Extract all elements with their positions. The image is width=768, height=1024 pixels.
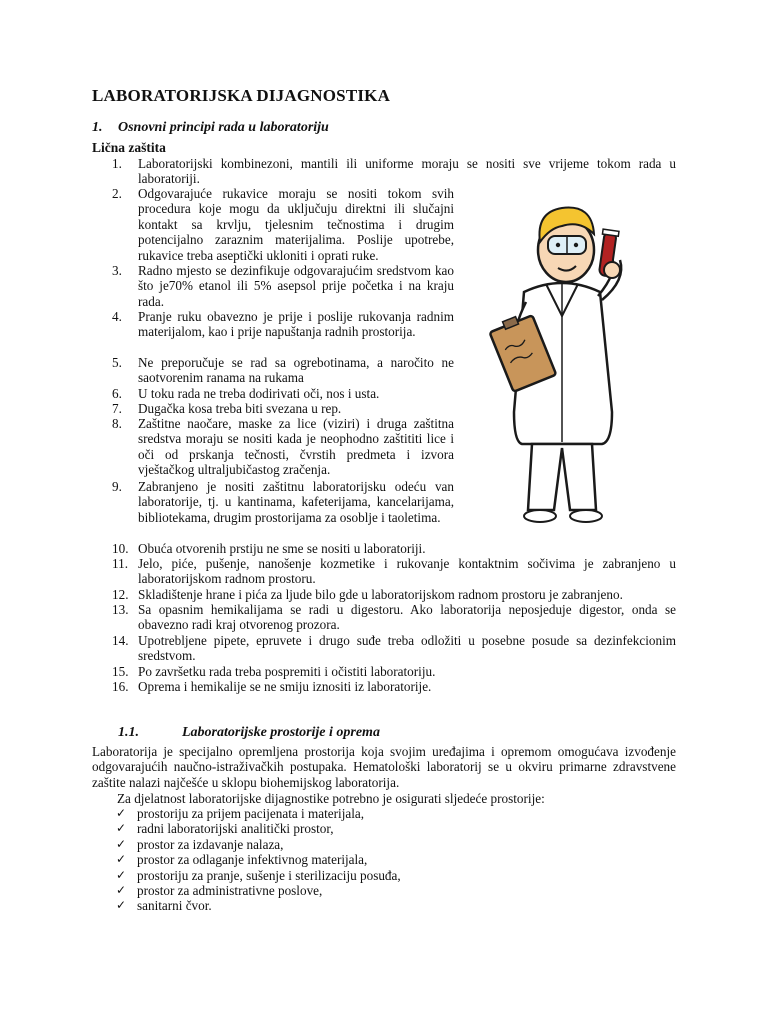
list-item [112,156,676,187]
checkmark-icon: ✓ [116,836,127,851]
list-item-text: Obuća otvorenih prstiju ne sme se nositi u laboratoriji. [138,541,426,556]
scientist-illustration [462,192,662,536]
list-item [112,633,676,664]
checklist-item [92,852,401,867]
checklist-item-text: prostor za odlaganje infektivnog materijala, [137,852,368,868]
checkmark-icon: ✓ [116,821,127,836]
list-item [112,587,676,602]
list-item-text: Odgovarajuće rukavice moraju se nositi tokom svih procedura koje mogu da uključuju direktni ili slučajni kontakt sa krvlju, tjelesnim tečnostima i drugim potencijalno zaraznim materijalima. Poslije upotrebe, rukavice treba aseptički ukloniti i oprati ruke. [138,186,454,263]
list-item-text: Zaštitne naočare, maske za lice (viziri) i druga zaštitna sredstva moraju se nositi kada je neophodno zaštititi lice i oči od prskanja tečnosti, čvrstih predmeta i izvora vještačkog ultraljubičastog zračenja. [138,416,454,478]
subheading-personal-protection: Lična zaštita [92,140,166,155]
list-item [112,416,454,478]
list-item [112,602,676,633]
list-item-text: Ne preporučuje se rad sa ogrebotinama, a naročito ne saotvorenim ranama na rukama [138,355,454,386]
list-item-number: 2. [112,186,122,201]
list-item [112,479,454,525]
list-item-text: Laboratorijski kombinezoni, mantili ili uniforme moraju se nositi sve vrijeme tokom rada u laboratoriji. [138,156,676,187]
list-item [112,664,676,679]
rooms-intro: Za djelatnost laboratorijske dijagnostike potrebno je osigurati sljedeće prostorije: [117,791,545,806]
list-item-text: Jelo, piće, pušenje, nanošenje kozmetike i rukovanje kontaktnim sočivima je zabranjeno u laboratorijskom radnom prostoru. [138,556,676,587]
list-item-text: Skladištenje hrane i pića za ljude bilo gde u laboratorijskom radnom prostoru je zabranjeno. [138,587,623,602]
list-item [112,401,454,416]
list-item-number: 4. [112,309,122,324]
document-title: LABORATORIJSKA DIJAGNOSTIKA [92,86,391,105]
list-item-number: 6. [112,386,122,401]
list-item [112,541,676,556]
list-item-number: 3. [112,263,122,278]
checklist-item-text: prostoriju za prijem pacijenata i materijala, [137,806,365,821]
checklist-item-text: radni laboratorijski analitički prostor, [137,821,334,837]
checklist-item [92,806,401,821]
checklist-item [92,837,401,852]
checklist-item [92,883,401,898]
checklist-item-text: prostor za administrativne poslove, [137,883,323,899]
list-item-text: Pranje ruku obavezno je prije i poslije rukovanja radnim materijalom, kao i prije napuštanja radnih prostorija. [138,309,454,340]
list-item [112,679,676,694]
list-item-text: Zabranjeno je nositi zaštitnu laboratorijsku odeću van laboratorije, tj. u kantinama, kafeterijama, kancelarijama, bibliotekama, drugim prostorijama za osoblje i taoletima. [138,479,454,525]
list-item [112,386,454,401]
section-1-title: Osnovni principi rada u laboratoriju [118,120,329,135]
checkmark-icon: ✓ [116,867,127,882]
checklist-item-text: sanitarni čvor. [137,898,212,914]
list-item-number: 8. [112,416,122,431]
list-item-number: 12. [112,587,129,602]
list-item-number: 7. [112,401,122,416]
list-item [112,186,454,263]
list-item-number: 5. [112,355,122,370]
list-item-text: Dugačka kosa treba biti svezana u rep. [138,401,342,416]
checkmark-icon: ✓ [116,806,127,820]
laboratory-paragraph: Laboratorija je specijalno opremljena prostorija koja svojim uređajima i opremom omogućava izvođenje odgovarajućih naučno-istraživačkih postupaka. Hematološki laboratorij se u okviru primarne zdravstvene zaštite nalazi najčešće u sklopu biohemijskog laboratorija. [92,744,676,790]
list-item-number: 11. [112,556,128,571]
list-item-text: U toku rada ne treba dodirivati oči, nos i usta. [138,386,380,401]
list-item-text: Radno mjesto se dezinfikuje odgovarajućim sredstvom kao što je70% etanol ili 5% asepsol prije početka i na kraju rada. [138,263,454,309]
checkmark-icon: ✓ [116,852,127,867]
section-1-number: 1. [92,120,103,135]
section-1-heading [92,120,329,136]
list-item-number: 16. [112,679,129,694]
checklist-item-text: prostor za izdavanje nalaza, [137,836,284,852]
list-item-number: 14. [112,633,129,648]
trousers [528,444,596,510]
list-item-text: Oprema i hemikalije se ne smiju iznositi iz laboratorije. [138,679,432,694]
list-item [112,263,454,309]
checkmark-icon: ✓ [116,883,127,898]
required-rooms-checklist [92,806,401,914]
section-1-1-title: Laboratorijske prostorije i oprema [182,725,380,740]
list-item [112,556,676,587]
list-item-number: 10. [112,541,129,556]
list-item [112,309,454,340]
checkmark-icon: ✓ [116,898,127,913]
section-1-1-heading [118,725,380,741]
list-item-text: Upotrebljene pipete, epruvete i drugo suđe treba odložiti u posebne posude sa dezinfekcionim sredstvom. [138,633,676,664]
list-item-number: 13. [112,602,129,617]
checklist-item [92,898,401,913]
checklist-item [92,868,401,883]
list-item-text: Sa opasnim hemikalijama se radi u digestoru. Ako laboratorija neposjeduje digestor, onda se obavezno radi kraj otvorenog prozora. [138,602,676,633]
list-item-number: 1. [112,156,122,171]
checklist-item-text: prostoriju za pranje, sušenje i sterilizaciju posuđa, [137,867,401,883]
list-item-number: 15. [112,664,129,679]
list-item-number: 9. [112,479,122,494]
section-1-1-number: 1.1. [118,725,139,740]
list-item-text: Po završetku rada treba pospremiti i očistiti laboratoriju. [138,664,436,679]
checklist-item [92,821,401,836]
list-item [112,355,454,386]
